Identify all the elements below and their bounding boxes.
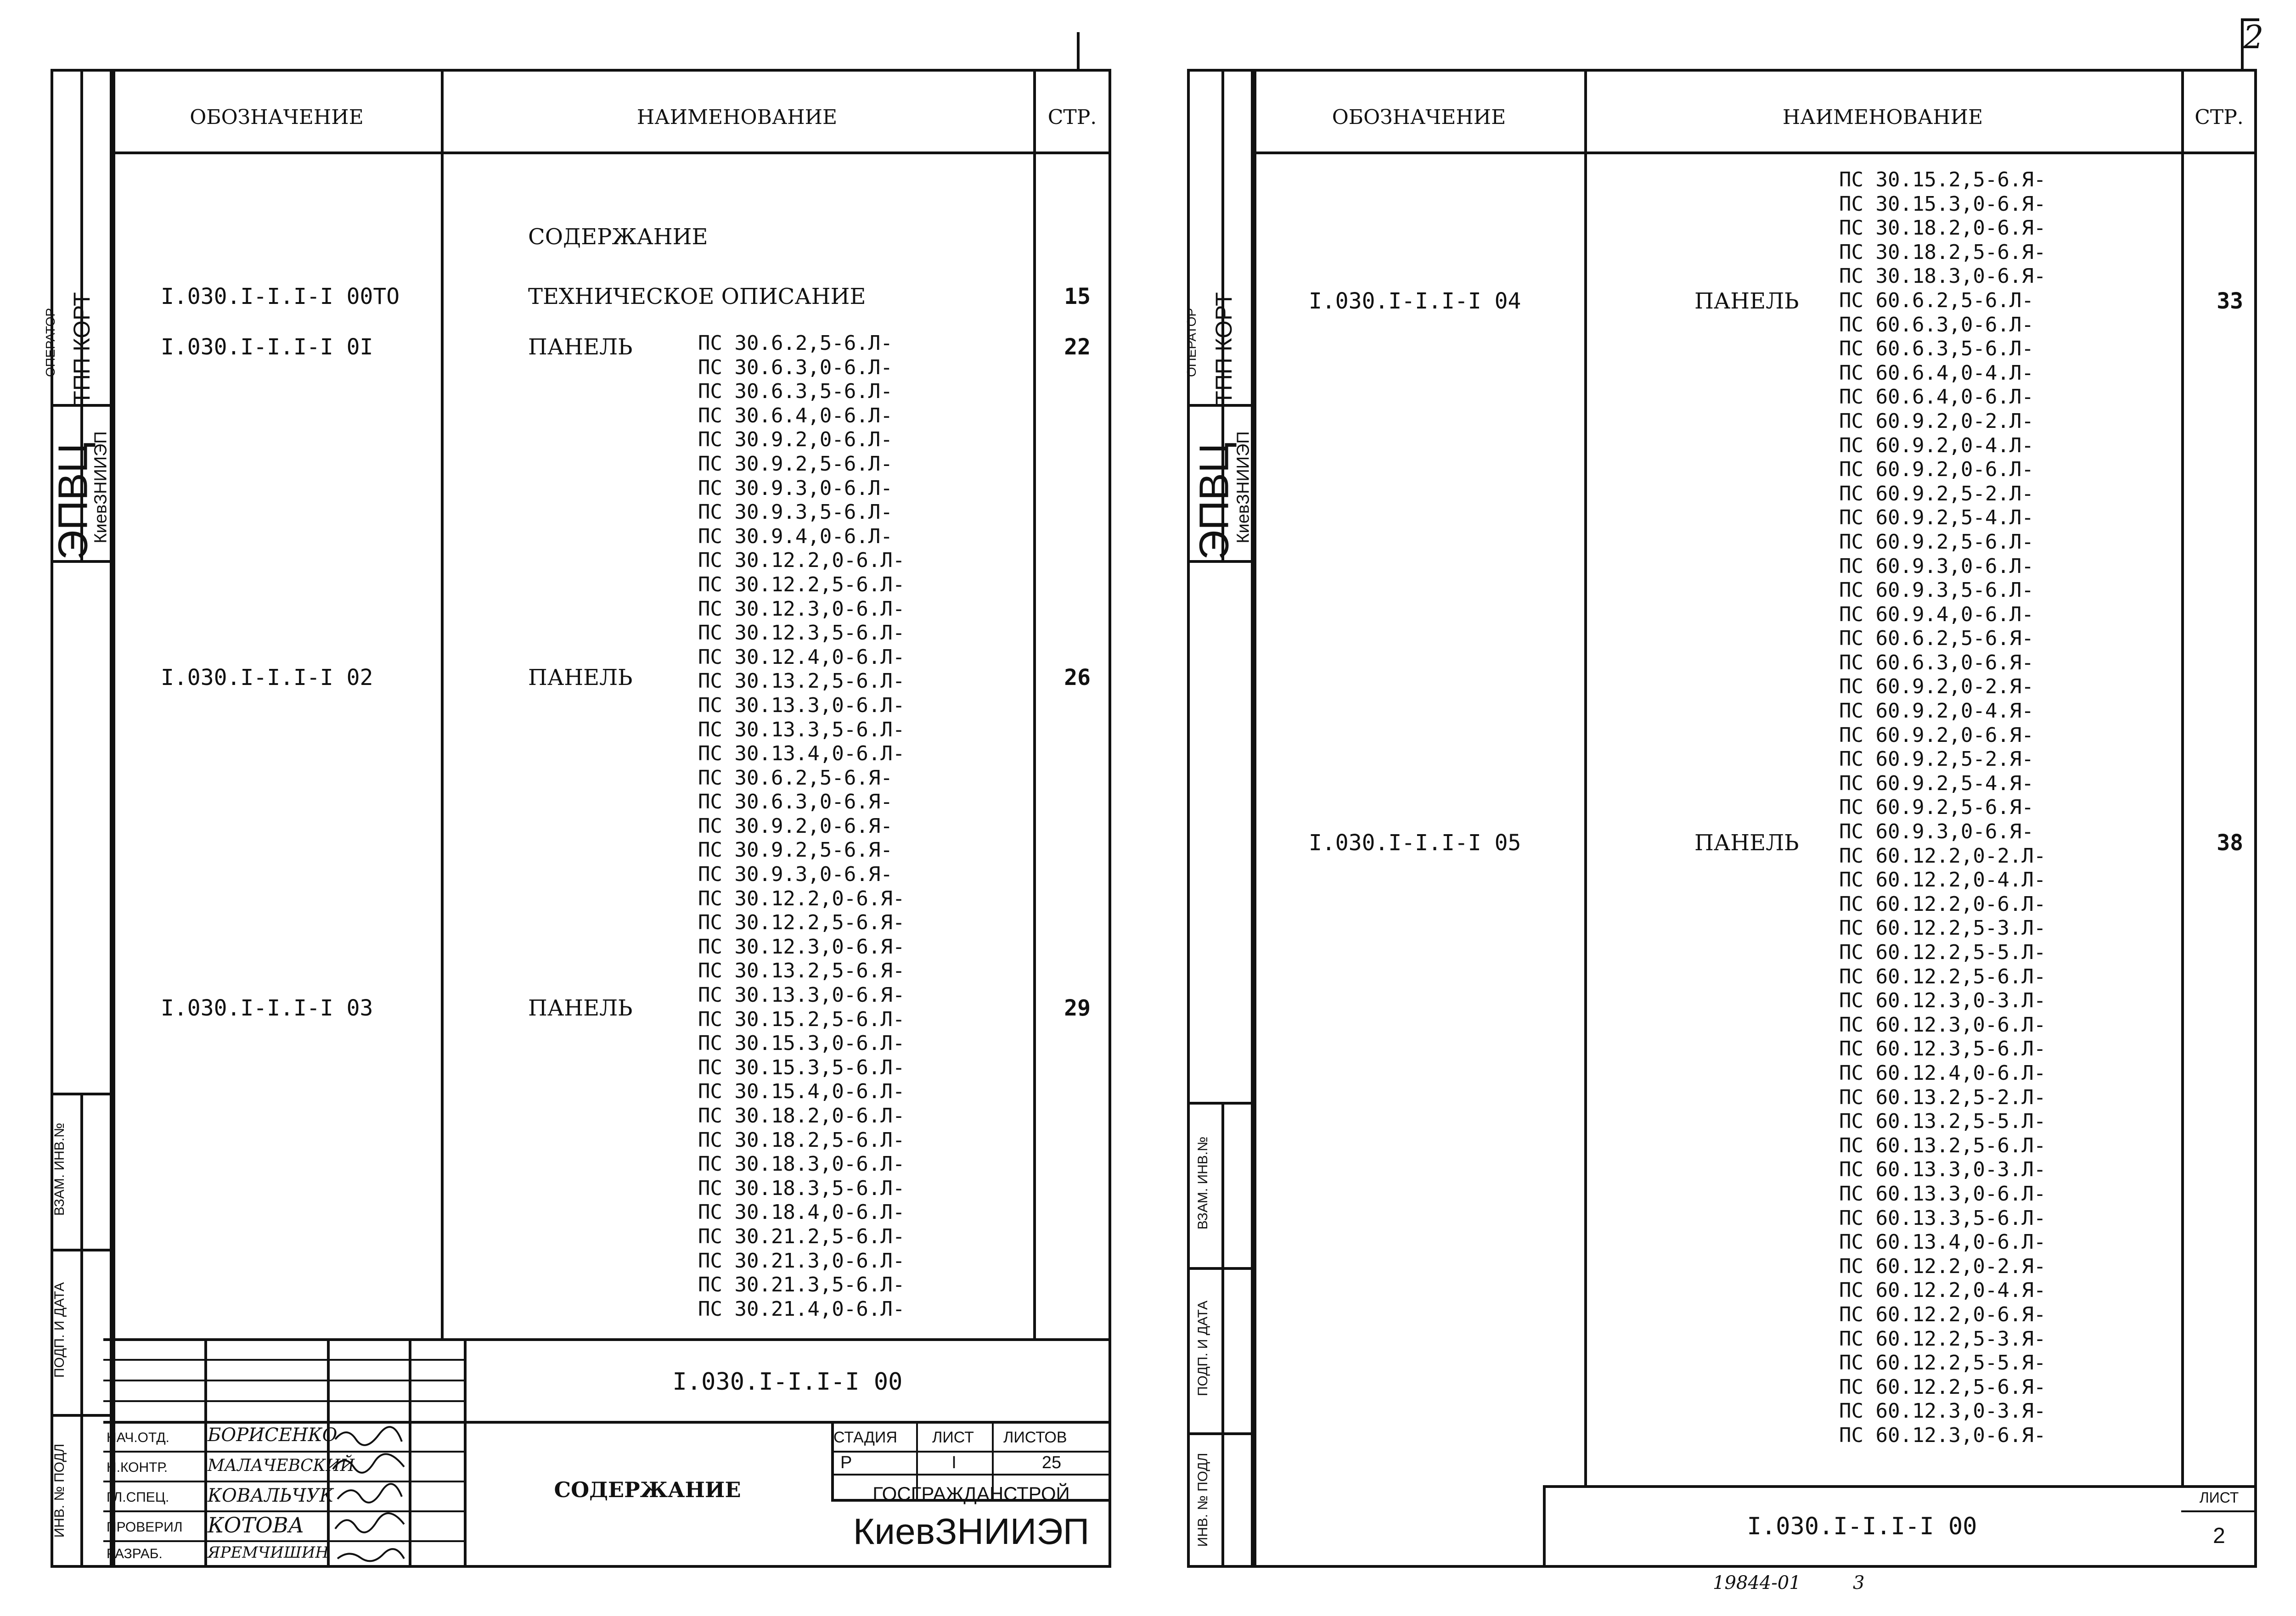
list-label: ЛИСТ [932,1429,974,1446]
r-row-page-2: 38 [2217,830,2243,856]
list-item: ПС 60.12.2,0-6.Л- [1839,892,2046,916]
stamp-vzam: ВЗАМ. ИНВ.№ [52,1122,67,1216]
title-name: СОДЕРЖАНИЕ [554,1477,741,1502]
list-item: ПС 60.9.2,0-2.Я- [1839,675,2034,699]
list-item: ПС 30.9.2,0-6.Л- [698,428,893,452]
row-code-4: I.030.I-I.I-I 03 [161,995,373,1021]
list-item: ПС 30.12.2,0-6.Я- [698,887,905,910]
list-item: ПС 30.9.3,0-6.Я- [698,863,893,887]
list-item: ПС 30.6.3,0-6.Л- [698,355,893,379]
stamp-epvc: ЭПВЦ [50,442,96,560]
list-item: ПС 30.9.2,5-6.Я- [698,838,893,862]
r-footer-doc-code: I.030.I-I.I-I 00 [1747,1513,1977,1540]
list-item: ПС 30.15.2,5-6.Я- [1839,168,2046,191]
stamp-podp-r: ПОДП. И ДАТА [1195,1301,1210,1397]
list-item: ПС 60.13.2,5-2.Л- [1839,1085,2046,1109]
list-item: ПС 60.9.2,5-2.Л- [1839,482,2034,505]
stamp-podp: ПОДП. И ДАТА [52,1282,67,1378]
org-gosgrazhdanstroy: ГОСГРАЖДАНСТРОЙ [872,1483,1070,1504]
list-item: ПС 30.18.2,0-6.Я- [1839,216,2046,240]
list-item: ПС 60.12.3,0-6.Л- [1839,1013,2046,1037]
list-item: ПС 30.13.3,0-6.Л- [698,693,905,717]
list-item: ПС 30.12.2,5-6.Я- [698,911,905,935]
header-naimenovanie: НАИМЕНОВАНИЕ [636,106,838,129]
list-item: ПС 60.9.2,0-6.Л- [1839,458,2034,482]
org-kievzniiep: КиевЗНИИЭП [853,1511,1090,1552]
list-item: ПС 60.9.3,0-6.Я- [1839,820,2034,844]
stamp-org-r: КиевЗНИИЭП [1233,431,1253,544]
list-item: ПС 30.13.3,5-6.Л- [698,718,905,741]
list-item: ПС 30.9.3,5-6.Л- [698,500,893,524]
list-item: ПС 60.9.2,5-6.Л- [1839,530,2034,554]
list-item: ПС 30.13.2,5-6.Я- [698,959,905,983]
list-item: ПС 30.18.3,5-6.Л- [698,1176,905,1200]
signatures [328,1421,409,1568]
list-item: ПС 30.18.3,0-6.Я- [1839,264,2046,288]
list-item: ПС 30.9.2,5-6.Л- [698,452,893,476]
stamp-inv: ИНВ. № ПОДЛ [52,1443,67,1538]
list-item: ПС 60.9.3,0-6.Л- [1839,554,2034,578]
list-item: ПС 60.9.2,5-4.Л- [1839,506,2034,530]
list-item: ПС 30.21.2,5-6.Л- [698,1224,905,1248]
list-item: ПС 60.13.3,0-3.Л- [1839,1158,2046,1182]
list-item: ПС 30.21.3,5-6.Л- [698,1273,905,1297]
list-item: ПС 60.13.4,0-6.Л- [1839,1230,2046,1254]
list-item: ПС 30.13.3,0-6.Я- [698,983,905,1007]
stamp-operator-r: ОПЕРАТОР [1184,308,1199,377]
role-4: ПРОВЕРИЛ [107,1520,183,1535]
stamp-vzam-r: ВЗАМ. ИНВ.№ [1195,1136,1210,1230]
row-page-1: 15 [1064,284,1091,309]
list-item: ПС 60.12.2,5-3.Л- [1839,916,2046,940]
list-item: ПС 60.12.3,0-3.Л- [1839,989,2046,1013]
row-name-4: ПАНЕЛЬ [528,995,633,1021]
list-item: ПС 60.12.2,5-6.Я- [1839,1375,2046,1399]
row-page-3: 26 [1064,665,1091,690]
list-item: ПС 60.12.3,5-6.Л- [1839,1037,2046,1061]
list-item: ПС 60.9.2,0-6.Я- [1839,723,2034,747]
list-item: ПС 60.9.4,0-6.Л- [1839,602,2034,626]
role-3: ГЛ.СПЕЦ. [107,1490,169,1505]
row-code-2: I.030.I-I.I-I 0I [161,334,373,360]
name-4: КОТОВА [208,1513,304,1537]
corner-number: 2 [2243,18,2264,56]
r-row-code-2: I.030.I-I.I-I 05 [1309,830,1521,856]
list-item: ПС 60.13.2,5-6.Л- [1839,1133,2046,1157]
list-item: ПС 60.12.3,0-6.Я- [1839,1423,2046,1447]
list-item: ПС 30.9.4,0-6.Л- [698,524,893,548]
list-item: ПС 60.9.2,0-4.Я- [1839,699,2034,723]
bottom-note: 19844-01 [1713,1572,1801,1594]
header-oboznachenie: ОБОЗНАЧЕНИЕ [190,106,364,129]
stamp-tpp-r: ТПП КОРТ [1211,292,1237,405]
stamp-epvc-r: ЭПВЦ [1191,442,1238,560]
header-str: СТР. [1047,106,1097,129]
row-page-2: 22 [1064,334,1091,360]
list-item: ПС 30.13.4,0-6.Л- [698,742,905,766]
list-item: ПС 60.12.2,0-4.Я- [1839,1279,2046,1302]
list-item: ПС 60.6.2,5-6.Я- [1839,627,2034,651]
list-item: ПС 60.12.2,5-5.Л- [1839,941,2046,964]
r-row-code-1: I.030.I-I.I-I 04 [1309,288,1521,314]
row-name-3: ПАНЕЛЬ [528,665,633,690]
list-item: ПС 30.18.2,0-6.Л- [698,1104,905,1128]
bottom-note-2: 3 [1853,1572,1865,1594]
list-item: ПС 60.6.3,5-6.Л- [1839,337,2034,361]
list-item: ПС 60.12.2,5-5.Я- [1839,1351,2046,1375]
list-item: ПС 30.9.2,0-6.Я- [698,814,893,838]
list-item: ПС 30.6.3,5-6.Л- [698,380,893,404]
list-item: ПС 60.6.4,0-4.Л- [1839,361,2034,385]
header-str-r: СТР. [2195,106,2244,129]
list-item: ПС 60.13.3,5-6.Л- [1839,1206,2046,1230]
list-item: ПС 60.12.3,0-3.Я- [1839,1399,2046,1423]
list-item: ПС 30.18.2,5-6.Л- [698,1128,905,1152]
list-item: ПС 30.6.3,0-6.Я- [698,790,893,814]
list-item: ПС 60.9.2,5-4.Я- [1839,771,2034,795]
list-item: ПС 30.18.4,0-6.Л- [698,1201,905,1224]
row-name-1: ТЕХНИЧЕСКОЕ ОПИСАНИЕ [528,284,866,309]
right-item-list [1839,168,2046,1448]
list-item: ПС 60.6.3,0-6.Л- [1839,313,2034,337]
r-row-page-1: 33 [2217,288,2243,314]
stadiya-value: Р [840,1453,852,1472]
role-5: РАЗРАБ. [107,1546,163,1561]
list-item: ПС 60.12.4,0-6.Л- [1839,1061,2046,1085]
row-name-2: ПАНЕЛЬ [528,334,633,360]
list-item: ПС 60.12.2,0-2.Л- [1839,844,2046,868]
row-code-3: I.030.I-I.I-I 02 [161,665,373,690]
stadiya-label: СТАДИЯ [833,1429,897,1446]
header-oboznachenie-r: ОБОЗНАЧЕНИЕ [1332,106,1506,129]
listov-value: 25 [1041,1453,1062,1472]
title-doc-code: I.030.I-I.I-I 00 [672,1368,903,1396]
name-1: БОРИСЕНКО [208,1425,338,1446]
list-item: ПС 30.15.4,0-6.Л- [698,1080,905,1104]
list-item: ПС 30.15.2,5-6.Л- [698,1007,905,1031]
list-item: ПС 30.12.3,0-6.Л- [698,597,905,621]
list-item: ПС 30.9.3,0-6.Л- [698,476,893,500]
list-item: ПС 30.6.2,5-6.Л- [698,331,893,355]
header-naimenovanie-r: НАИМЕНОВАНИЕ [1782,106,1983,129]
list-item: ПС 30.12.2,5-6.Л- [698,572,905,596]
row-code-1: I.030.I-I.I-I 00ТО [161,284,400,309]
r-row-name-2: ПАНЕЛЬ [1694,830,1799,856]
list-item: ПС 60.12.2,0-2.Я- [1839,1254,2046,1278]
list-item: ПС 60.6.2,5-6.Л- [1839,288,2034,312]
list-item: ПС 30.12.3,0-6.Я- [698,935,905,959]
row-page-4: 29 [1064,995,1091,1021]
name-5: ЯРЕМЧИШИН [208,1543,329,1562]
left-item-list [698,331,905,1321]
r-footer-list-label: ЛИСТ [2199,1489,2239,1506]
list-item: ПС 60.9.2,0-2.Л- [1839,409,2034,433]
list-item: ПС 60.12.2,5-6.Л- [1839,965,2046,988]
list-item: ПС 30.15.3,5-6.Л- [698,1055,905,1079]
stamp-tpp: ТПП КОРТ [69,292,95,405]
list-item: ПС 60.9.3,5-6.Л- [1839,578,2034,602]
list-item: ПС 30.12.2,0-6.Л- [698,549,905,572]
name-2: МАЛАЧЕВСКИЙ [208,1456,355,1475]
list-item: ПС 30.12.4,0-6.Л- [698,645,905,669]
r-row-name-1: ПАНЕЛЬ [1694,288,1799,314]
list-item: ПС 30.6.4,0-6.Л- [698,404,893,427]
list-item: ПС 30.21.4,0-6.Л- [698,1297,905,1321]
stamp-operator: ОПЕРАТОР [43,308,57,377]
list-item: ПС 60.12.2,0-6.Я- [1839,1302,2046,1326]
list-item: ПС 60.13.3,0-6.Л- [1839,1182,2046,1206]
list-item: ПС 60.9.2,5-2.Я- [1839,747,2034,771]
list-item: ПС 30.15.3,0-6.Л- [698,1032,905,1055]
list-item: ПС 30.6.2,5-6.Я- [698,766,893,790]
list-item: ПС 30.13.2,5-6.Л- [698,669,905,693]
name-3: КОВАЛЬЧУК [208,1485,334,1506]
list-item: ПС 60.6.4,0-6.Л- [1839,385,2034,409]
list-item: ПС 60.12.2,0-4.Л- [1839,868,2046,892]
list-item: ПС 60.9.2,5-6.Я- [1839,796,2034,819]
list-item: ПС 30.21.3,0-6.Л- [698,1249,905,1273]
list-item: ПС 30.15.3,0-6.Я- [1839,192,2046,216]
stamp-inv-r: ИНВ. № ПОДЛ [1195,1453,1210,1547]
list-item: ПС 30.18.3,0-6.Л- [698,1152,905,1176]
r-footer-list-value: 2 [2213,1524,2225,1548]
role-2: Н.КОНТР. [107,1460,168,1475]
list-value: I [951,1453,957,1472]
list-item: ПС 60.9.2,0-4.Л- [1839,433,2034,457]
list-item: ПС 30.12.3,5-6.Л- [698,621,905,645]
role-1: НАЧ.ОТД. [107,1430,169,1445]
list-item: ПС 60.6.3,0-6.Я- [1839,651,2034,674]
section-title: СОДЕРЖАНИЕ [528,224,708,250]
list-item: ПС 60.12.2,5-3.Я- [1839,1327,2046,1351]
list-item: ПС 60.13.2,5-5.Л- [1839,1110,2046,1133]
stamp-org: КиевЗНИИЭП [91,431,111,544]
list-item: ПС 30.18.2,5-6.Я- [1839,240,2046,264]
listov-label: ЛИСТОВ [1003,1429,1067,1446]
